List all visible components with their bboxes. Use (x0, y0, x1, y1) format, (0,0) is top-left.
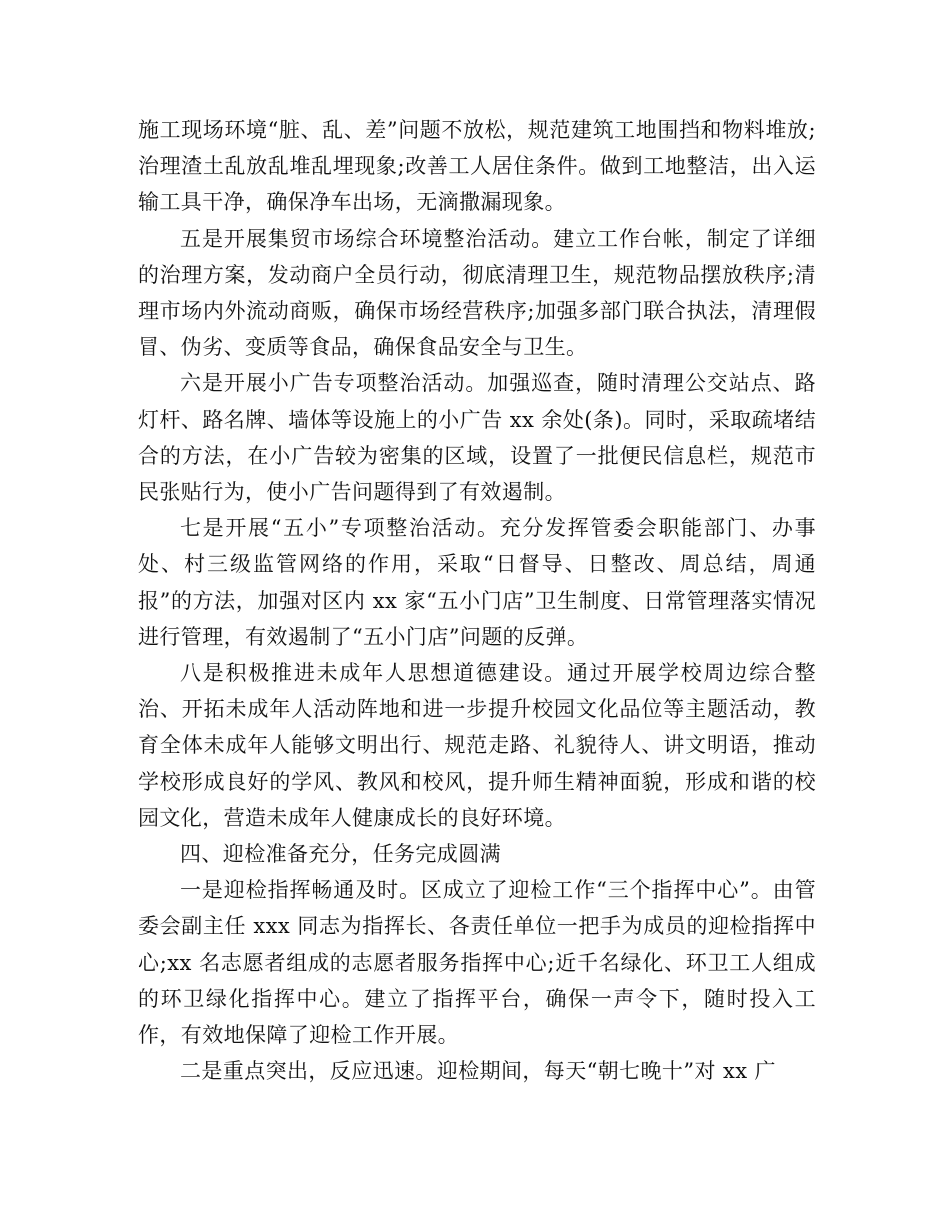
paragraph-7: 二是重点突出，反应迅速。迎检期间，每天“朝七晚十”对 xx 广 (180, 1059, 776, 1084)
paragraph-1: 施工现场环境“脏、乱、差”问题不放松，规范建筑工地围挡和物料堆放;治理渣土乱放乱堆乱埋现象;改善工人居住条件。做到工地整洁，出入运输工具干净，确保净车出场，无滴撒漏现象。 (138, 118, 816, 215)
paragraph-4: 七是开展“五小”专项整治活动。充分发挥管委会职能部门、办事处、村三级监管网络的作用，采取“日督导、日整改、周总结，周通报”的方法，加强对区内 xx 家“五小门店”卫生制度、日常管理落实情况进行管理，有效遏制了“五小门店”问题的反弹。 (138, 516, 816, 649)
document-body (138, 112, 816, 1089)
section-heading: 四、迎检准备充分，任务完成圆满 (180, 842, 501, 867)
paragraph-2: 五是开展集贸市场综合环境整治活动。建立工作台帐，制定了详细的治理方案，发动商户全员行动，彻底清理卫生，规范物品摆放秩序;清理市场内外流动商贩，确保市场经营秩序;加强多部门联合执法，清理假冒、伪劣、变质等食品，确保食品安全与卫生。 (138, 226, 816, 360)
paragraph-5: 八是积极推进未成年人思想道德建设。通过开展学校周边综合整治、开拓未成年人活动阵地和进一步提升校园文化品位等主题活动，教育全体未成年人能够文明出行、规范走路、礼貌待人、讲文明语，推动学校形成良好的学风、教风和校风，提升师生精神面貌，形成和谐的校园文化，营造未成年人健康成长的良好环境。 (138, 661, 816, 830)
paragraph-6: 一是迎检指挥畅通及时。区成立了迎检工作“三个指挥中心”。由管委会副主任 xxx 同志为指挥长、各责任单位一把手为成员的迎检指挥中心;xx 名志愿者组成的志愿者服务指挥中心;近千名绿化、环卫工人组成的环卫绿化指挥中心。建立了指挥平台，确保一声令下，随时投入工作，有效地保障了迎检工作开展。 (138, 878, 816, 1048)
paragraph-3: 六是开展小广告专项整治活动。加强巡查，随时清理公交站点、路灯杆、路名牌、墙体等设施上的小广告 xx 余处(条)。同时，采取疏堵结合的方法，在小广告较为密集的区域，设置了一批便民信息栏，规范市民张贴行为，使小广告问题得到了有效遏制。 (138, 371, 816, 505)
